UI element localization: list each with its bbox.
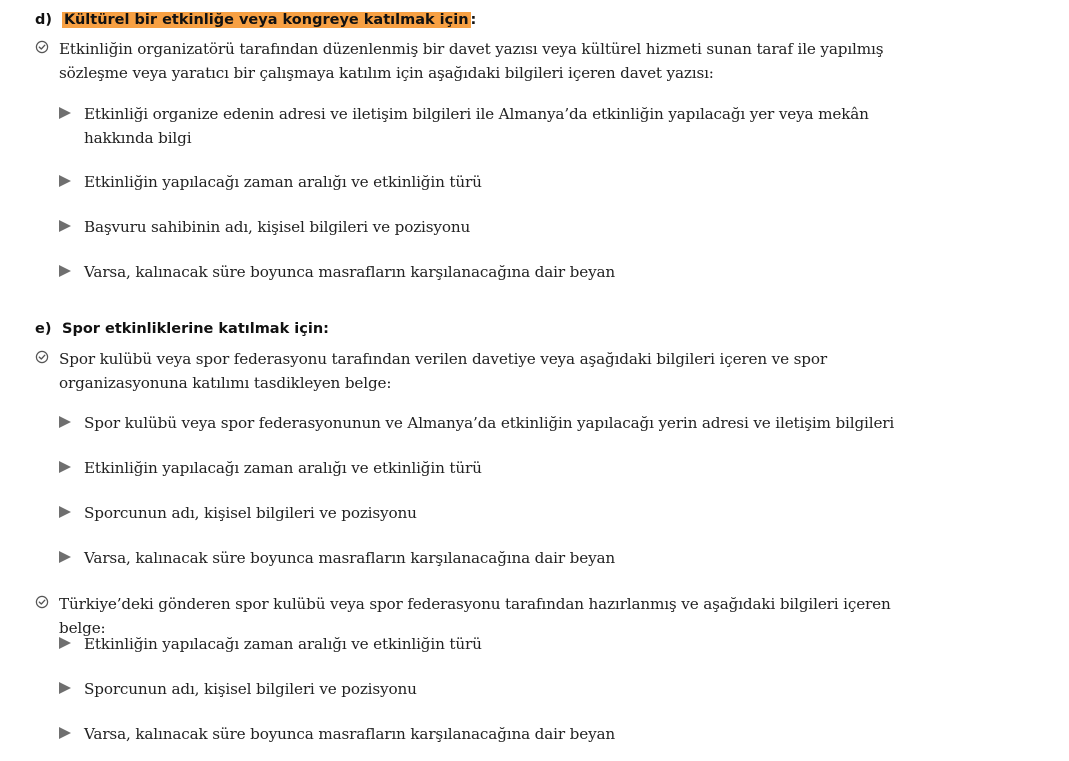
list-item-text: Spor kulübü veya spor federasyonunun ve Almanya’da etkinliğin yapılacağı yerin adresi ve iletişim bilgileri: [84, 414, 895, 432]
triangle-right-icon: [59, 506, 71, 518]
section-e-title: Spor etkinliklerine katılmak için:: [62, 321, 329, 337]
triangle-right-icon: [59, 416, 71, 428]
list-item-text: Sporcunun adı, kişisel bilgileri ve pozisyonu: [84, 680, 417, 698]
check-circle-icon: [35, 595, 49, 609]
triangle-right-icon: [59, 107, 71, 119]
triangle-right-icon: [59, 682, 71, 694]
check-circle-icon: [35, 40, 49, 54]
triangle-right-icon: [59, 175, 71, 187]
triangle-right-icon: [59, 461, 71, 473]
check-item-text: Etkinliğin organizatörü tarafından düzenlenmiş bir davet yazısı veya kültürel hizmeti sunan taraf ile yapılmış sözleşme veya yaratıcı bir çalışmaya katılım için aşağıdaki bilgileri içeren davet yazısı:: [59, 40, 884, 82]
list-item-text: Sporcunun adı, kişisel bilgileri ve pozisyonu: [84, 504, 417, 522]
list-item-text: Varsa, kalınacak süre boyunca masrafların karşılanacağına dair beyan: [84, 725, 616, 743]
triangle-right-icon: [59, 727, 71, 739]
list-item-text: Varsa, kalınacak süre boyunca masrafların karşılanacağına dair beyan: [84, 263, 616, 281]
list-item-text: Başvuru sahibinin adı, kişisel bilgileri ve pozisyonu: [84, 218, 471, 236]
section-d-heading: [35, 10, 476, 30]
list-item-text: Etkinliğin yapılacağı zaman aralığı ve etkinliğin türü: [84, 635, 482, 653]
triangle-right-icon: [59, 637, 71, 649]
list-item-text: Varsa, kalınacak süre boyunca masrafların karşılanacağına dair beyan: [84, 549, 616, 567]
section-d-title: Kültürel bir etkinliğe veya kongreye katılmak için: [64, 12, 469, 28]
section-d-colon: :: [470, 12, 477, 28]
list-item-text: Etkinliği organize edenin adresi ve iletişim bilgileri ile Almanya’da etkinliğin yapılacağı yer veya mekân hakkında bilgi: [84, 105, 869, 147]
check-item-text: Türkiye’deki gönderen spor kulübü veya spor federasyonu tarafından hazırlanmış ve aşağıdaki bilgileri içeren belge:: [59, 595, 891, 637]
section-e-heading: [35, 319, 329, 339]
triangle-right-icon: [59, 265, 71, 277]
triangle-right-icon: [59, 220, 71, 232]
section-d-letter: d): [35, 12, 53, 28]
section-e-letter: e): [35, 321, 52, 337]
check-circle-icon: [35, 350, 49, 364]
list-item-text: Etkinliğin yapılacağı zaman aralığı ve etkinliğin türü: [84, 459, 482, 477]
list-item-text: Etkinliğin yapılacağı zaman aralığı ve etkinliğin türü: [84, 173, 482, 191]
triangle-right-icon: [59, 551, 71, 563]
check-item-text: Spor kulübü veya spor federasyonu tarafından verilen davetiye veya aşağıdaki bilgileri içeren ve spor organizasyonuna katılımı tasdikleyen belge:: [59, 350, 827, 392]
